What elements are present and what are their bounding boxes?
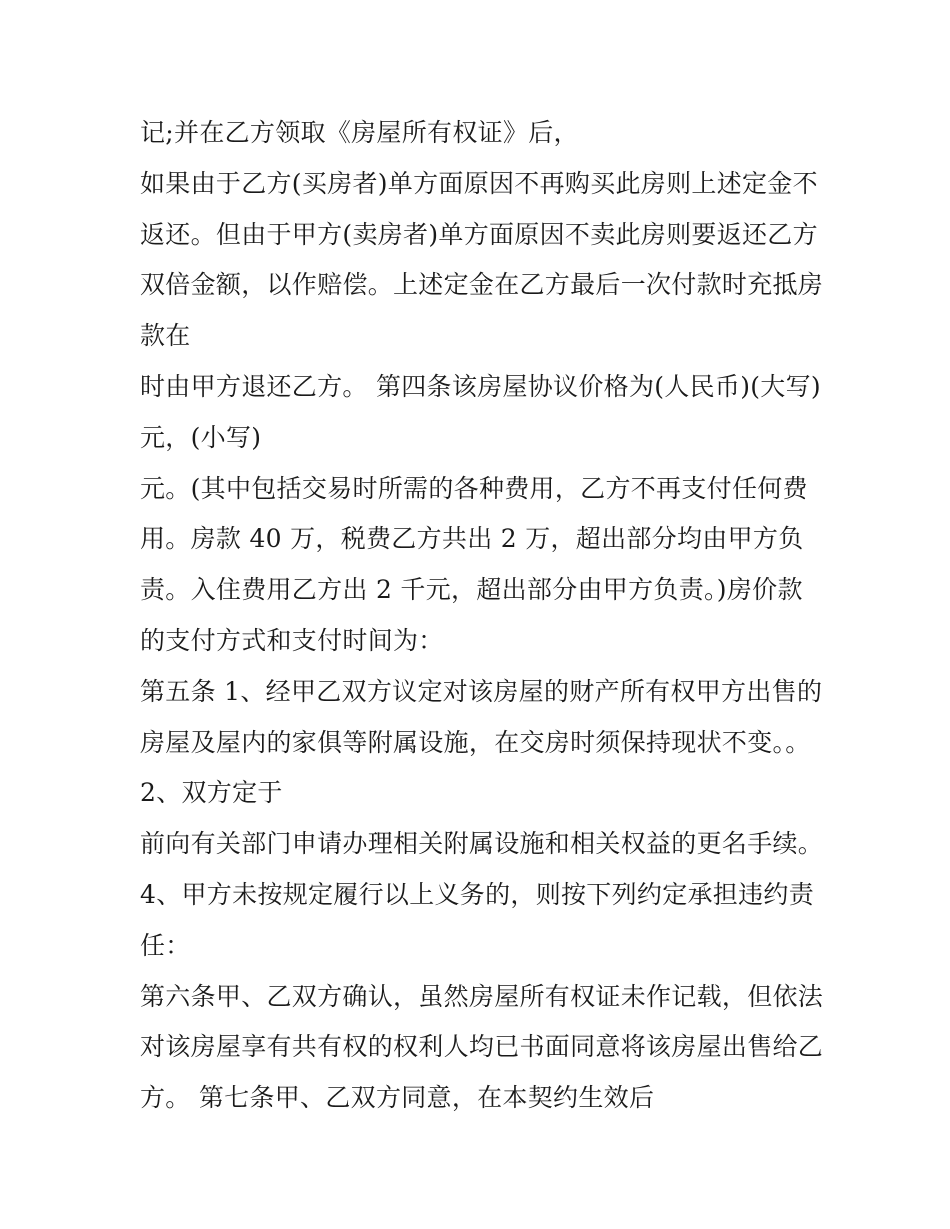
text-line: 责。入住费用乙方出 2 千元，超出部分由甲方负责。)房价款: [140, 575, 803, 605]
text-line: 款在: [140, 321, 191, 351]
text-line: 第五条 1、经甲乙双方议定对该房屋的财产所有权甲方出售的: [140, 676, 823, 706]
text-line: 记;并在乙方领取《房屋所有权证》后，: [140, 118, 579, 147]
text-line: 元。(其中包括交易时所需的各种费用，乙方不再支付任何费: [140, 473, 808, 503]
text-line: 双倍金额，以作赔偿。上述定金在乙方最后一次付款时充抵房: [140, 270, 824, 300]
text-line: 返还。但由于甲方(卖房者)单方面原因不卖此房则要返还乙方: [140, 219, 818, 249]
text-line: 时由甲方退还乙方。 第四条该房屋协议价格为(人民币)(大写): [140, 371, 821, 401]
text-line: 2、双方定于: [140, 778, 283, 808]
text-line: 对该房屋享有共有权的权利人均已书面同意将该房屋出售给乙: [140, 1032, 824, 1062]
contract-text-body: [140, 108, 830, 1124]
text-line: 用。房款 40 万，税费乙方共出 2 万，超出部分均由甲方负: [140, 524, 804, 554]
text-line: 方。 第七条甲、乙双方同意，在本契约生效后: [140, 1083, 655, 1113]
text-line: 元，(小写): [140, 422, 262, 452]
text-line: 如果由于乙方(买房者)单方面原因不再购买此房则上述定金不: [140, 168, 818, 198]
text-line: 第六条甲、乙双方确认，虽然房屋所有权证未作记载，但依法: [140, 981, 824, 1011]
text-line: 的支付方式和支付时间为：: [140, 625, 444, 655]
text-line: 前向有关部门申请办理相关附属设施和相关权益的更名手续。: [140, 829, 824, 859]
text-line: 任：: [140, 930, 191, 960]
text-line: 4、甲方未按规定履行以上义务的，则按下列约定承担违约责: [140, 879, 815, 909]
text-line: 房屋及屋内的家俱等附属设施，在交房时须保持现状不变。。: [140, 727, 811, 757]
